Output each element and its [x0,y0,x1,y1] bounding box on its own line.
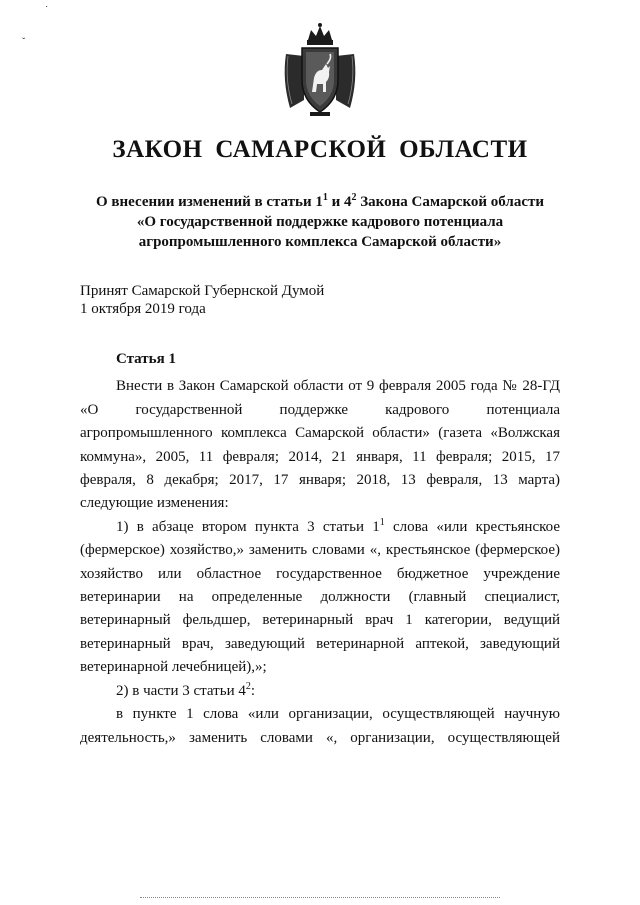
superscript: 1 [379,516,385,528]
article-item-2-paragraph: в пункте 1 слова «или организации, осуществляющей научную деятельность,» заменить словами «, организации, осуществляющей [80,706,560,746]
subtitle-text: и 4 [327,194,352,210]
item-text: : [250,682,256,699]
scan-artifact-mark: ˇ [22,37,26,48]
article-item-2 [80,680,560,703]
article-intro-paragraph: Внести в Закон Самарской области от 9 февраля 2005 года № 28-ГД «О государственной поддержке кадрового потенциала агропромышленного комплекса Самарской области» (газета «Волжская коммуна», 2005, 11 февраля; 2014, 21 января, 11 февраля; 2015, 17 февраля, 8 декабря; 2017, 17 января; 2018, 13 февраля, 13 марта) следующие изменения: [80,378,560,512]
law-title: ЗАКОН САМАРСКОЙ ОБЛАСТИ [112,136,528,163]
superscript: 2 [351,192,357,203]
item-text: 1) в абзаце втором пункта 3 статьи 1 [116,518,380,535]
scan-artifact-mark: ˙ [45,5,49,16]
adoption-info [80,282,324,318]
subtitle-line-3: агропромышленного комплекса Самарской области» [138,234,502,250]
superscript: 2 [245,680,251,692]
page-bottom-edge [140,897,500,899]
item-text: слова «или крестьянское (фермерское) хозяйство,» заменить словами «, крестьянское (фермерское) хозяйство или областное государственное бюджетное учреждение ветеринарии на определенные должности (главный специалист, ветеринарный фельдшер, ветеринарный врач 1 категории, ведущий ветеринарный врач, заведующий ветеринарной аптекой, заведующий ветеринарной лечебницей),»; [80,518,560,676]
adoption-date: 1 октября 2019 года [80,301,206,317]
article-heading: Статья 1 [116,351,176,367]
law-subtitle [60,192,580,252]
article-body [80,348,560,750]
superscript: 1 [322,192,328,203]
subtitle-line-2: «О государственной поддержке кадрового потенциала [136,214,504,230]
item-text: 2) в части 3 статьи 4 [116,682,246,699]
subtitle-line-1 [60,192,580,212]
subtitle-text: О внесении изменений в статьи 1 [95,194,323,210]
samara-coat-of-arms-emblem [280,20,360,120]
adopted-by: Принят Самарской Губернской Думой [80,283,325,299]
subtitle-text: Закона Самарской области [356,194,544,210]
article-item-1 [80,516,560,680]
